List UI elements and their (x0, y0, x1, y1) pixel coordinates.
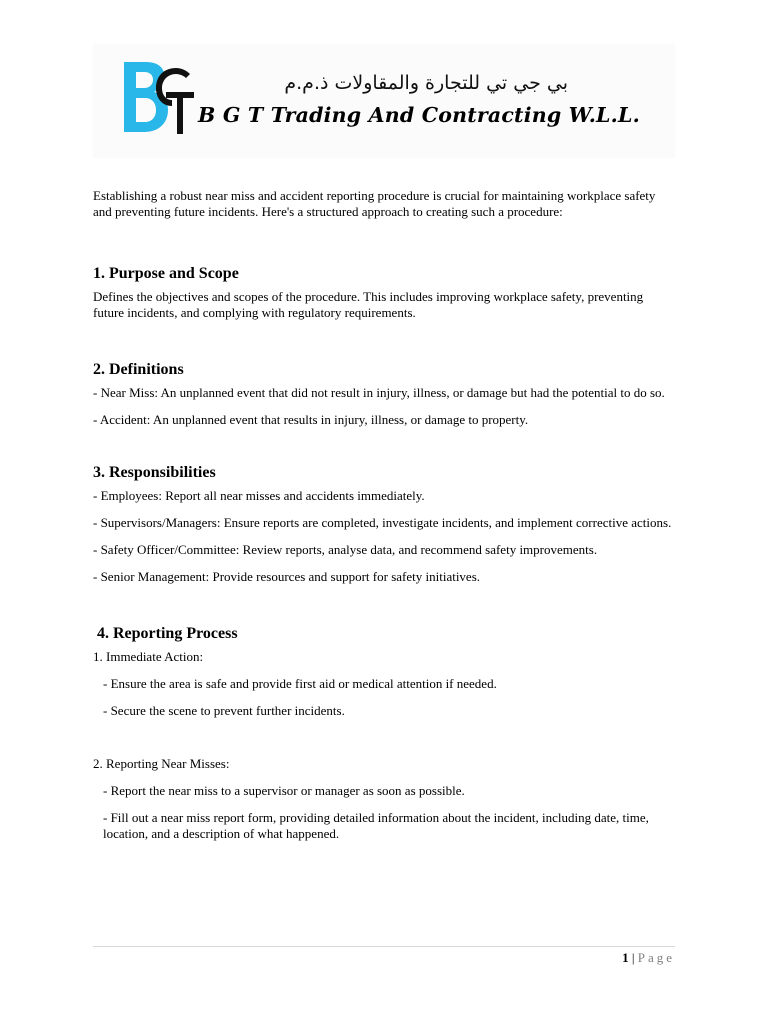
section-paragraph: 1. Immediate Action: (93, 649, 204, 664)
page-footer (622, 950, 675, 966)
company-logo (120, 58, 196, 136)
section-paragraph: Defines the objectives and scopes of the procedure. This includes improving workplace safety, preventing future incidents, and complying with regulatory requirements. (93, 289, 644, 320)
section-paragraph: - Secure the scene to prevent further incidents. (103, 703, 345, 718)
section-paragraph: - Supervisors/Managers: Ensure reports are completed, investigate incidents, and implement corrective actions. (93, 515, 672, 530)
section-paragraph: - Report the near miss to a supervisor or manager as soon as possible. (103, 783, 465, 798)
section-heading: 3. Responsibilities (93, 464, 216, 481)
section-paragraph: - Senior Management: Provide resources and support for safety initiatives. (93, 569, 481, 584)
page-label: Page (637, 950, 675, 965)
section-paragraph: - Ensure the area is safe and provide first aid or medical attention if needed. (103, 676, 497, 691)
section-paragraph: 2. Reporting Near Misses: (93, 756, 230, 771)
section-heading: 4. Reporting Process (93, 625, 238, 642)
company-name-english: B G T Trading And Contracting W.L.L. (198, 103, 640, 127)
page-number: 1 (622, 950, 629, 965)
section-heading: 2. Definitions (93, 361, 184, 378)
footer-divider (93, 946, 675, 947)
document-body (93, 188, 675, 842)
section-paragraph: - Safety Officer/Committee: Review reports, analyse data, and recommend safety improvements. (93, 542, 598, 557)
intro-paragraph: Establishing a robust near miss and accident reporting procedure is crucial for maintaining workplace safety and preventing future incidents. Here's a structured approach to creating such a procedure: (93, 188, 656, 219)
section-heading: 1. Purpose and Scope (93, 265, 239, 282)
section-paragraph: - Employees: Report all near misses and accidents immediately. (93, 488, 425, 503)
logo-t-stem (177, 92, 183, 134)
section-paragraph: - Accident: An unplanned event that results in injury, illness, or damage to property. (93, 412, 529, 427)
section-paragraph: - Near Miss: An unplanned event that did not result in injury, illness, or damage but had the potential to do so. (93, 385, 665, 400)
section-paragraph: - Fill out a near miss report form, providing detailed information about the incident, including date, time, location, and a description of what happened. (103, 810, 649, 841)
company-name-arabic: بي جي تي للتجارة والمقاولات ذ.م.م (284, 72, 568, 94)
page-separator: | (631, 950, 635, 965)
